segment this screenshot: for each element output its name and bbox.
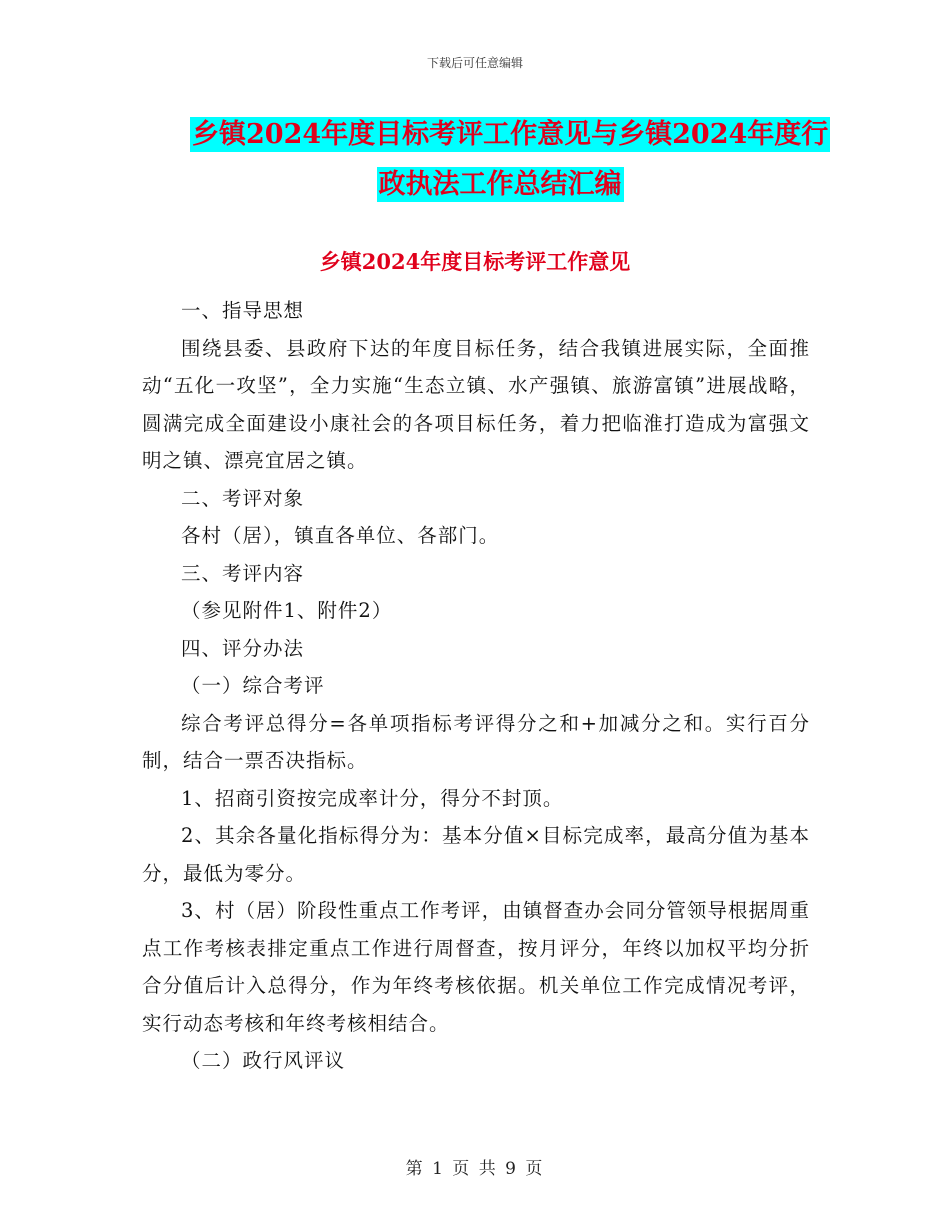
document-title-line-2 — [190, 160, 810, 210]
title-highlight-2: 政执法工作总结汇编 — [378, 169, 622, 200]
title-highlight-1: 乡镇2024年度目标考评工作意见与乡镇2024年度行 — [192, 119, 829, 150]
header-note: 下载后可任意编辑 — [426, 56, 523, 70]
section-title: 乡镇2024年度目标考评工作意见 — [319, 249, 631, 274]
subheading-comprehensive: （一）综合考评 — [181, 674, 325, 697]
document-title — [190, 110, 829, 210]
page-footer: 第 1 页 共 9 页 — [405, 1159, 545, 1179]
heading-guiding-thought: 一、指导思想 — [181, 299, 305, 322]
heading-scoring-method: 四、评分办法 — [181, 636, 305, 660]
document-body — [142, 292, 810, 1080]
paragraph: 2、其余各量化指标得分为：基本分值×目标完成率，最高分值为基本分，最低为零分。 — [142, 824, 810, 885]
paragraph: 1、招商引资按完成率计分，得分不封顶。 — [181, 786, 564, 810]
paragraph: （参见附件1、附件2） — [181, 599, 393, 622]
paragraph: 综合考评总得分=各单项指标考评得分之和+加减分之和。实行百分制，结合一票否决指标。 — [142, 711, 810, 772]
subheading-style-review: （二）政行风评议 — [181, 1049, 346, 1072]
heading-evaluation-targets: 二、考评对象 — [181, 486, 305, 510]
heading-evaluation-content: 三、考评内容 — [181, 561, 305, 585]
document-title-line-1 — [190, 110, 829, 160]
paragraph: 围绕县委、县政府下达的年度目标任务，结合我镇进展实际，全面推动“五化一攻坚”，全力实施“生态立镇、水产强镇、旅游富镇”进展战略，圆满完成全面建设小康社会的各项目标任务，着力把临淮打造成为富强文明之镇、漂亮宜居之镇。 — [142, 336, 810, 472]
paragraph: 各村（居），镇直各单位、各部门。 — [181, 524, 500, 547]
paragraph: 3、村（居）阶段性重点工作考评，由镇督查办会同分管领导根据周重点工作考核表排定重点工作进行周督查，按月评分，年终以加权平均分折合分值后计入总得分，作为年终考核依据。机关单位工作完成情况考评，实行动态考核和年终考核相结合。 — [142, 899, 810, 1035]
